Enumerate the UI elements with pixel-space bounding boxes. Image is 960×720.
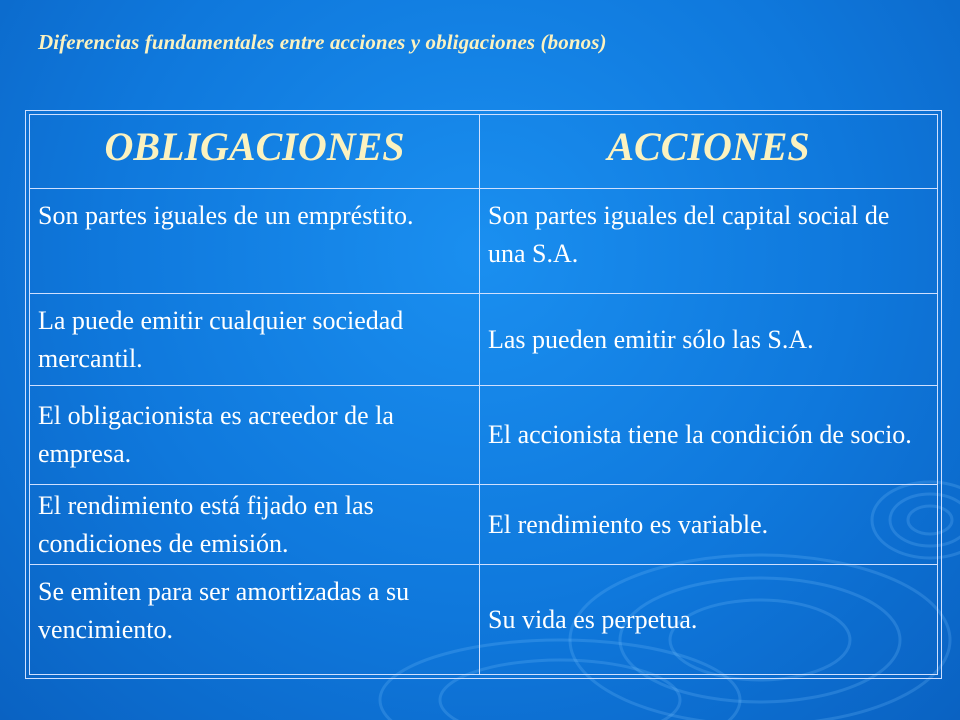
cell-acciones-row-4: El rendimiento es variable. <box>480 485 938 565</box>
cell-obligaciones-row-5: Se emiten para ser amortizadas a su vencimiento. <box>30 565 480 675</box>
cell-obligaciones-row-4: El rendimiento está fijado en las condiciones de emisión. <box>30 485 480 565</box>
cell-acciones-row-1: Son partes iguales del capital social de una S.A. <box>480 189 938 294</box>
cell-obligaciones-row-3: El obligacionista es acreedor de la empresa. <box>30 386 480 485</box>
cell-acciones-row-5: Su vida es perpetua. <box>480 565 938 675</box>
cell-obligaciones-row-1: Son partes iguales de un empréstito. <box>30 189 480 294</box>
slide-title: Diferencias fundamentales entre acciones y obligaciones (bonos) <box>38 30 607 54</box>
cell-acciones-row-2: Las pueden emitir sólo las S.A. <box>480 294 938 386</box>
header-obligaciones: OBLIGACIONES <box>30 115 480 189</box>
header-acciones: ACCIONES <box>480 115 938 189</box>
comparison-table <box>25 110 942 679</box>
cell-acciones-row-3: El accionista tiene la condición de socio. <box>480 386 938 485</box>
cell-obligaciones-row-2: La puede emitir cualquier sociedad mercantil. <box>30 294 480 386</box>
